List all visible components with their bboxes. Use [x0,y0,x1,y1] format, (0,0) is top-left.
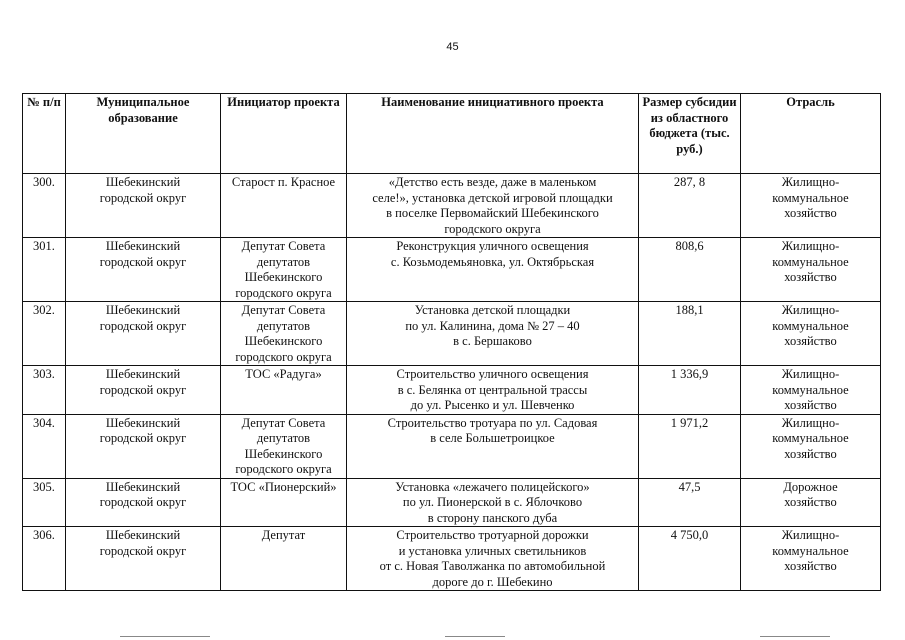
table-row [23,238,881,302]
row-project: «Детство есть везде, даже в маленьком селе!», установка детской игровой площадки в поселке Первомайский Шебекинского городского округа [347,174,639,238]
table-row [23,174,881,238]
row-municipality: Шебекинский городской округ [66,238,221,302]
row-subsidy: 1 336,9 [639,366,741,415]
row-municipality: Шебекинский городской округ [66,478,221,527]
row-initiator: Староcт п. Красное [221,174,347,238]
header-initiator: Инициатор проекта [221,94,347,174]
table-row [23,478,881,527]
row-sector: Жилищно- коммунальное хозяйство [741,366,881,415]
row-sector: Жилищно- коммунальное хозяйство [741,527,881,591]
subsidy-table [22,93,881,591]
table-row [23,366,881,415]
row-project: Установка детской площадки по ул. Калинина, дома № 27 – 40 в с. Бершаково [347,302,639,366]
row-project: Строительство тротуара по ул. Садовая в селе Большетроицкое [347,414,639,478]
row-initiator: Депутат [221,527,347,591]
scan-artifact-line [760,636,830,637]
table-row [23,414,881,478]
header-number: № п/п [23,94,66,174]
row-municipality: Шебекинский городской округ [66,174,221,238]
scan-artifact-line [120,636,210,637]
row-number: 300. [23,174,66,238]
row-number: 304. [23,414,66,478]
row-sector: Жилищно- коммунальное хозяйство [741,174,881,238]
table-row [23,302,881,366]
row-project: Реконструкция уличного освещения с. Козьмодемьяновка, ул. Октябрьская [347,238,639,302]
row-subsidy: 188,1 [639,302,741,366]
row-municipality: Шебекинский городской округ [66,527,221,591]
page-number: 45 [446,41,459,53]
table-row [23,527,881,591]
header-sector: Отрасль [741,94,881,174]
row-number: 302. [23,302,66,366]
row-number: 306. [23,527,66,591]
row-sector: Жилищно- коммунальное хозяйство [741,414,881,478]
row-initiator: Депутат Совета депутатов Шебекинского городского округа [221,302,347,366]
row-initiator: Депутат Совета депутатов Шебекинского городского округа [221,414,347,478]
row-municipality: Шебекинский городской округ [66,366,221,415]
row-project: Строительство тротуарной дорожки и установка уличных светильников от с. Новая Таволжанка по автомобильной дороге до г. Шебекино [347,527,639,591]
row-subsidy: 47,5 [639,478,741,527]
row-initiator: Депутат Совета депутатов Шебекинского городского округа [221,238,347,302]
row-initiator: ТОС «Пионерский» [221,478,347,527]
row-sector: Дорожное хозяйство [741,478,881,527]
row-sector: Жилищно- коммунальное хозяйство [741,302,881,366]
header-subsidy: Размер субсидии из областного бюджета (тыс. руб.) [639,94,741,174]
row-subsidy: 287, 8 [639,174,741,238]
table-header-row [23,94,881,174]
scan-bottom-edge [0,630,905,640]
row-subsidy: 808,6 [639,238,741,302]
scan-artifact-line [445,636,505,637]
row-project: Установка «лежачего полицейского» по ул. Пионерской в с. Яблочково в сторону панского дуба [347,478,639,527]
row-project: Строительство уличного освещения в с. Белянка от центральной трассы до ул. Рысенко и ул. Шевченко [347,366,639,415]
row-number: 305. [23,478,66,527]
header-project-name: Наименование инициативного проекта [347,94,639,174]
header-municipality: Муниципальное образование [66,94,221,174]
row-municipality: Шебекинский городской округ [66,302,221,366]
row-subsidy: 1 971,2 [639,414,741,478]
row-sector: Жилищно- коммунальное хозяйство [741,238,881,302]
row-number: 303. [23,366,66,415]
row-initiator: ТОС «Радуга» [221,366,347,415]
row-number: 301. [23,238,66,302]
row-subsidy: 4 750,0 [639,527,741,591]
row-municipality: Шебекинский городской округ [66,414,221,478]
